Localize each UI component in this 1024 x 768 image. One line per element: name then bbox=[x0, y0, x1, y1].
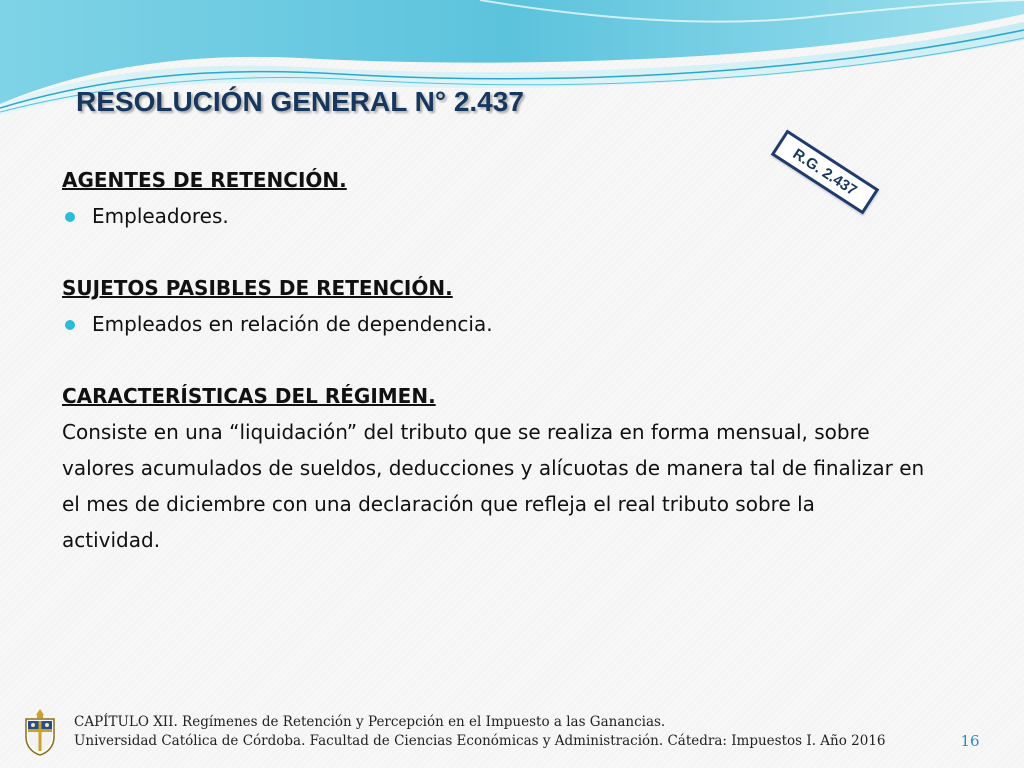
bullet-dot-icon bbox=[65, 320, 75, 330]
footer-line-chapter: CAPÍTULO XII. Regímenes de Retención y Percepción en el Impuesto a las Ganancias. bbox=[74, 714, 666, 730]
bullet-dot-icon bbox=[65, 212, 75, 222]
slide-title: RESOLUCIÓN GENERAL N° 2.437 bbox=[76, 86, 524, 117]
bullet-text: Empleadores. bbox=[92, 204, 229, 228]
bullet-item-empleadores bbox=[62, 198, 962, 234]
footer bbox=[74, 713, 954, 751]
body-line: actividad. bbox=[62, 528, 161, 552]
body-line: Consiste en una “liquidación” del tributo que se realiza en forma mensual, sobre bbox=[62, 420, 870, 444]
footer-line-university: Universidad Católica de Córdoba. Facultad de Ciencias Económicas y Administración. Cátedra: Impuestos I. Año 2016 bbox=[74, 733, 886, 749]
section-heading-agentes: AGENTES DE RETENCIÓN. bbox=[62, 168, 347, 192]
page-number: 16 bbox=[960, 732, 980, 750]
body-line: el mes de diciembre con una declaración que refleja el real tributo sobre la bbox=[62, 492, 815, 516]
rg-badge: R.G. 2.437 bbox=[771, 129, 880, 214]
bullet-text: Empleados en relación de dependencia. bbox=[92, 312, 493, 336]
university-crest-icon bbox=[20, 707, 60, 757]
section-heading-sujetos: SUJETOS PASIBLES DE RETENCIÓN. bbox=[62, 276, 453, 300]
slide-content bbox=[62, 162, 962, 558]
body-line: valores acumulados de sueldos, deducciones y alícuotas de manera tal de finalizar en bbox=[62, 456, 925, 480]
section-heading-caracteristicas: CARACTERÍSTICAS DEL RÉGIMEN. bbox=[62, 384, 436, 408]
bullet-item-empleados bbox=[62, 306, 962, 342]
